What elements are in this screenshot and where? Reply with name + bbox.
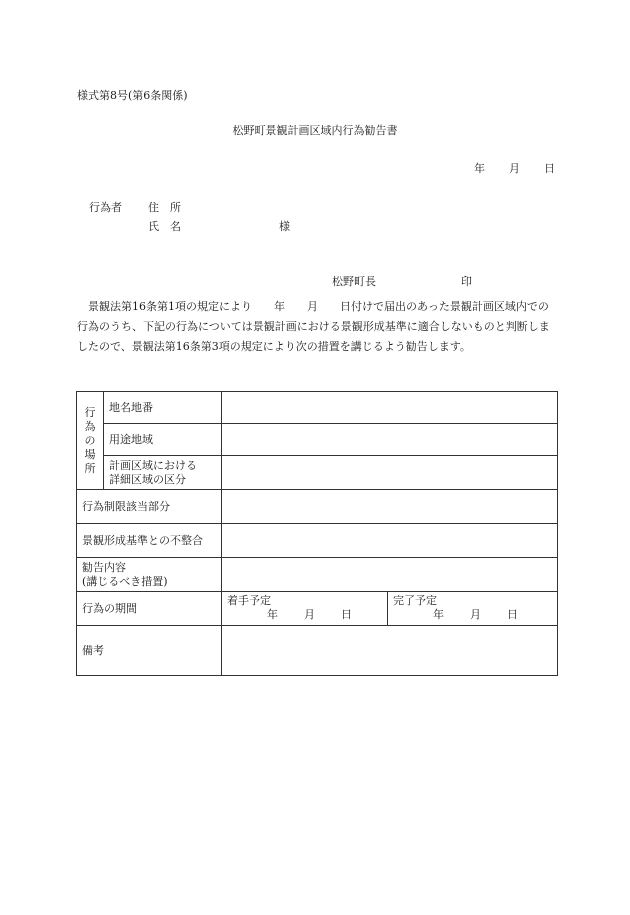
name-label: 氏 名: [148, 220, 181, 233]
nonconformity-label: 景観形成基準との不整合: [77, 524, 222, 558]
date-year: 年: [474, 162, 485, 175]
detail-zone-label: 計画区域における 詳細区域の区分: [104, 456, 222, 490]
body-text: 景観法第16条第1項の規定により 年 月 日付けで届出のあった景観計画区域内での行為のうち、下記の行為については景観計画における景観形成基準に適合しないものと判断しましたので、景観法第16条第3項の規定により次の措置を講じるよう勧告します。: [77, 300, 550, 353]
actor-label: 行為者: [89, 201, 122, 214]
seal-mark: 印: [461, 275, 472, 288]
end-date-field[interactable]: [388, 592, 558, 626]
detail-zone-field[interactable]: [222, 456, 558, 490]
remarks-field[interactable]: [222, 626, 558, 676]
end-label: 完了予定: [393, 594, 437, 607]
issuer-title: 松野町長: [332, 275, 376, 288]
details-table: [76, 391, 558, 676]
table-row: [77, 524, 558, 558]
table-row: [77, 558, 558, 592]
address-label: 住 所: [148, 201, 181, 214]
restriction-field[interactable]: [222, 490, 558, 524]
location-group-label: 行 為 の 場 所: [77, 392, 104, 490]
table-row: [77, 392, 558, 424]
period-label: 行為の期間: [77, 592, 222, 626]
remarks-label: 備考: [77, 626, 222, 676]
document-title: 松野町景観計画区域内行為勧告書: [232, 124, 398, 137]
end-month: 月: [470, 608, 481, 621]
use-zone-field[interactable]: [222, 424, 558, 456]
restriction-label: 行為制限該当部分: [77, 490, 222, 524]
end-year: 年: [433, 608, 444, 621]
use-zone-label: 用途地域: [104, 424, 222, 456]
lot-number-field[interactable]: [222, 392, 558, 424]
date-day: 日: [544, 162, 555, 175]
table-row: [77, 424, 558, 456]
date-month: 月: [509, 162, 520, 175]
start-month: 月: [304, 608, 315, 621]
form-number: 様式第8号(第6条関係): [77, 89, 188, 102]
advice-label: 勧告内容 (講じるべき措置): [77, 558, 222, 592]
table-row: [77, 626, 558, 676]
start-day: 日: [341, 608, 352, 621]
start-label: 着手予定: [227, 594, 271, 607]
start-date-field[interactable]: [222, 592, 388, 626]
advice-field[interactable]: [222, 558, 558, 592]
lot-number-label: 地名地番: [104, 392, 222, 424]
honorific: 様: [279, 220, 290, 233]
nonconformity-field[interactable]: [222, 524, 558, 558]
end-day: 日: [507, 608, 518, 621]
table-row: [77, 490, 558, 524]
table-row: [77, 456, 558, 490]
table-row: [77, 592, 558, 626]
start-year: 年: [267, 608, 278, 621]
